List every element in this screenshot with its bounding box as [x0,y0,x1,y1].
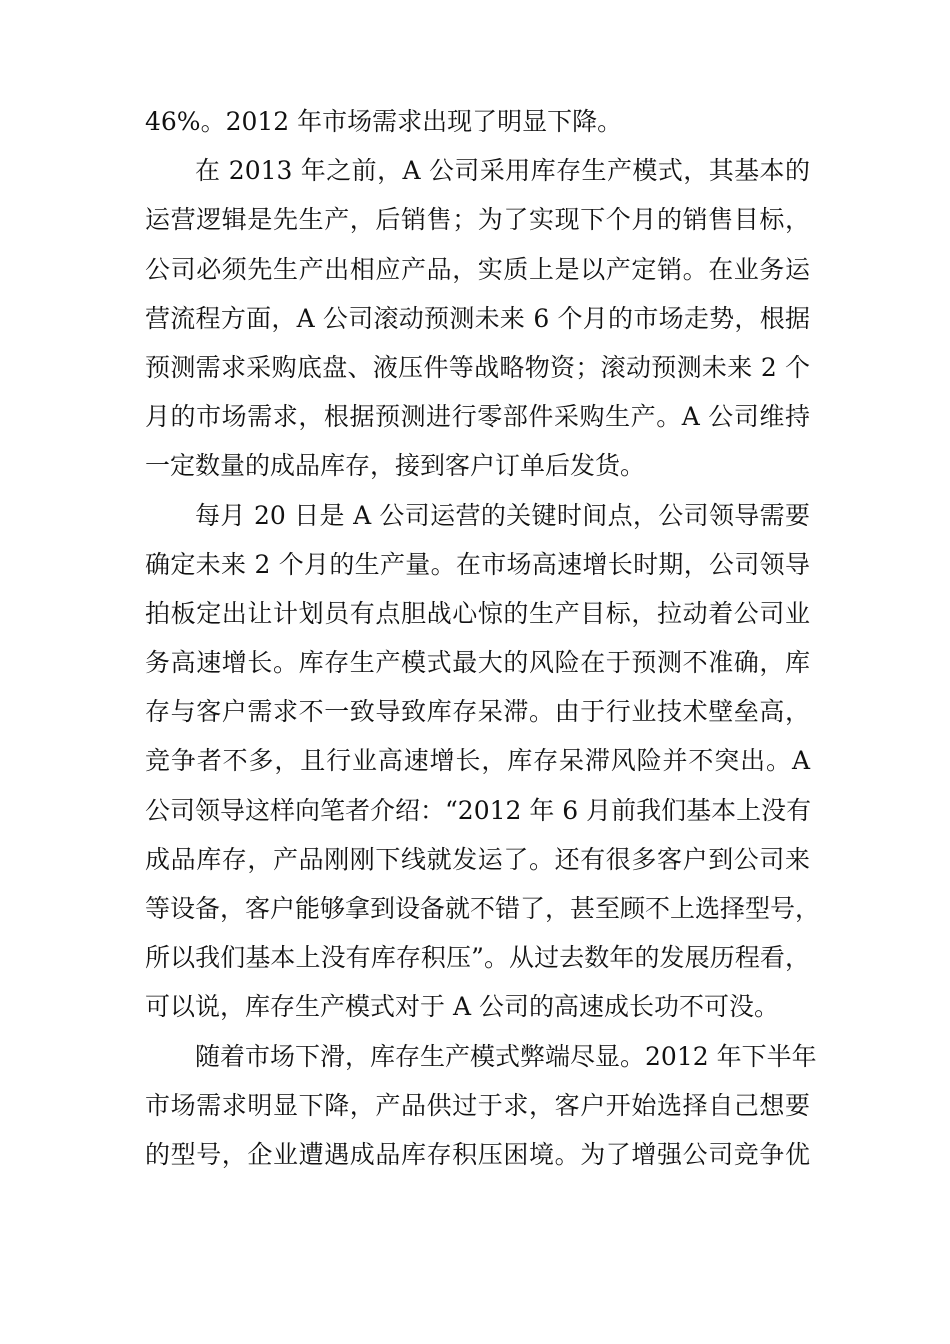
text-line: 公司必须先生产出相应产品，实质上是以产定销。在业务运 [145,254,810,284]
text-line: 在 2013 年之前，A 公司采用库存生产模式，其基本的 [195,156,810,186]
text-line: 运营逻辑是先生产，后销售；为了实现下个月的销售目标， [145,205,810,235]
text-line: 随着市场下滑，库存生产模式弊端尽显。2012 年下半年 [195,1041,817,1071]
text-line: 一定数量的成品库存，接到客户订单后发货。 [145,451,646,481]
document-body [145,97,821,1179]
text-line: 预测需求采购底盘、液压件等战略物资；滚动预测未来 2 个 [145,352,810,382]
text-line: 每月 20 日是 A 公司运营的关键时间点，公司领导需要 [195,500,810,530]
text-line: 可以说，库存生产模式对于 A 公司的高速成长功不可没。 [145,992,779,1022]
text-line: 竞争者不多，且行业高速增长，库存呆滞风险并不突出。A [145,746,810,776]
text-line: 成品库存，产品刚刚下线就发运了。还有很多客户到公司来 [145,844,810,874]
text-line: 的型号，企业遭遇成品库存积压困境。为了增强公司竞争优 [145,1139,810,1169]
text-line: 营流程方面，A 公司滚动预测未来 6 个月的市场走势，根据 [145,303,810,333]
text-line: 确定未来 2 个月的生产量。在市场高速增长时期，公司领导 [145,549,810,579]
text-line: 公司领导这样向笔者介绍：“2012 年 6 月前我们基本上没有 [145,795,812,825]
text-line: 月的市场需求，根据预测进行零部件采购生产。A 公司维持 [145,402,810,432]
text-line: 等设备，客户能够拿到设备就不错了，甚至顾不上选择型号， [145,894,821,923]
text-line: 存与客户需求不一致导致库存呆滞。由于行业技术壁垒高， [145,697,810,727]
text-line: 46%。2012 年市场需求出现了明显下降。 [145,107,623,136]
text-line: 市场需求明显下降，产品供过于求，客户开始选择自己想要 [145,1090,810,1120]
text-line: 拍板定出让计划员有点胆战心惊的生产目标，拉动着公司业 [145,598,810,628]
text-line: 所以我们基本上没有库存积压”。从过去数年的发展历程看， [145,943,810,973]
text-line: 务高速增长。库存生产模式最大的风险在于预测不准确，库 [145,648,810,678]
